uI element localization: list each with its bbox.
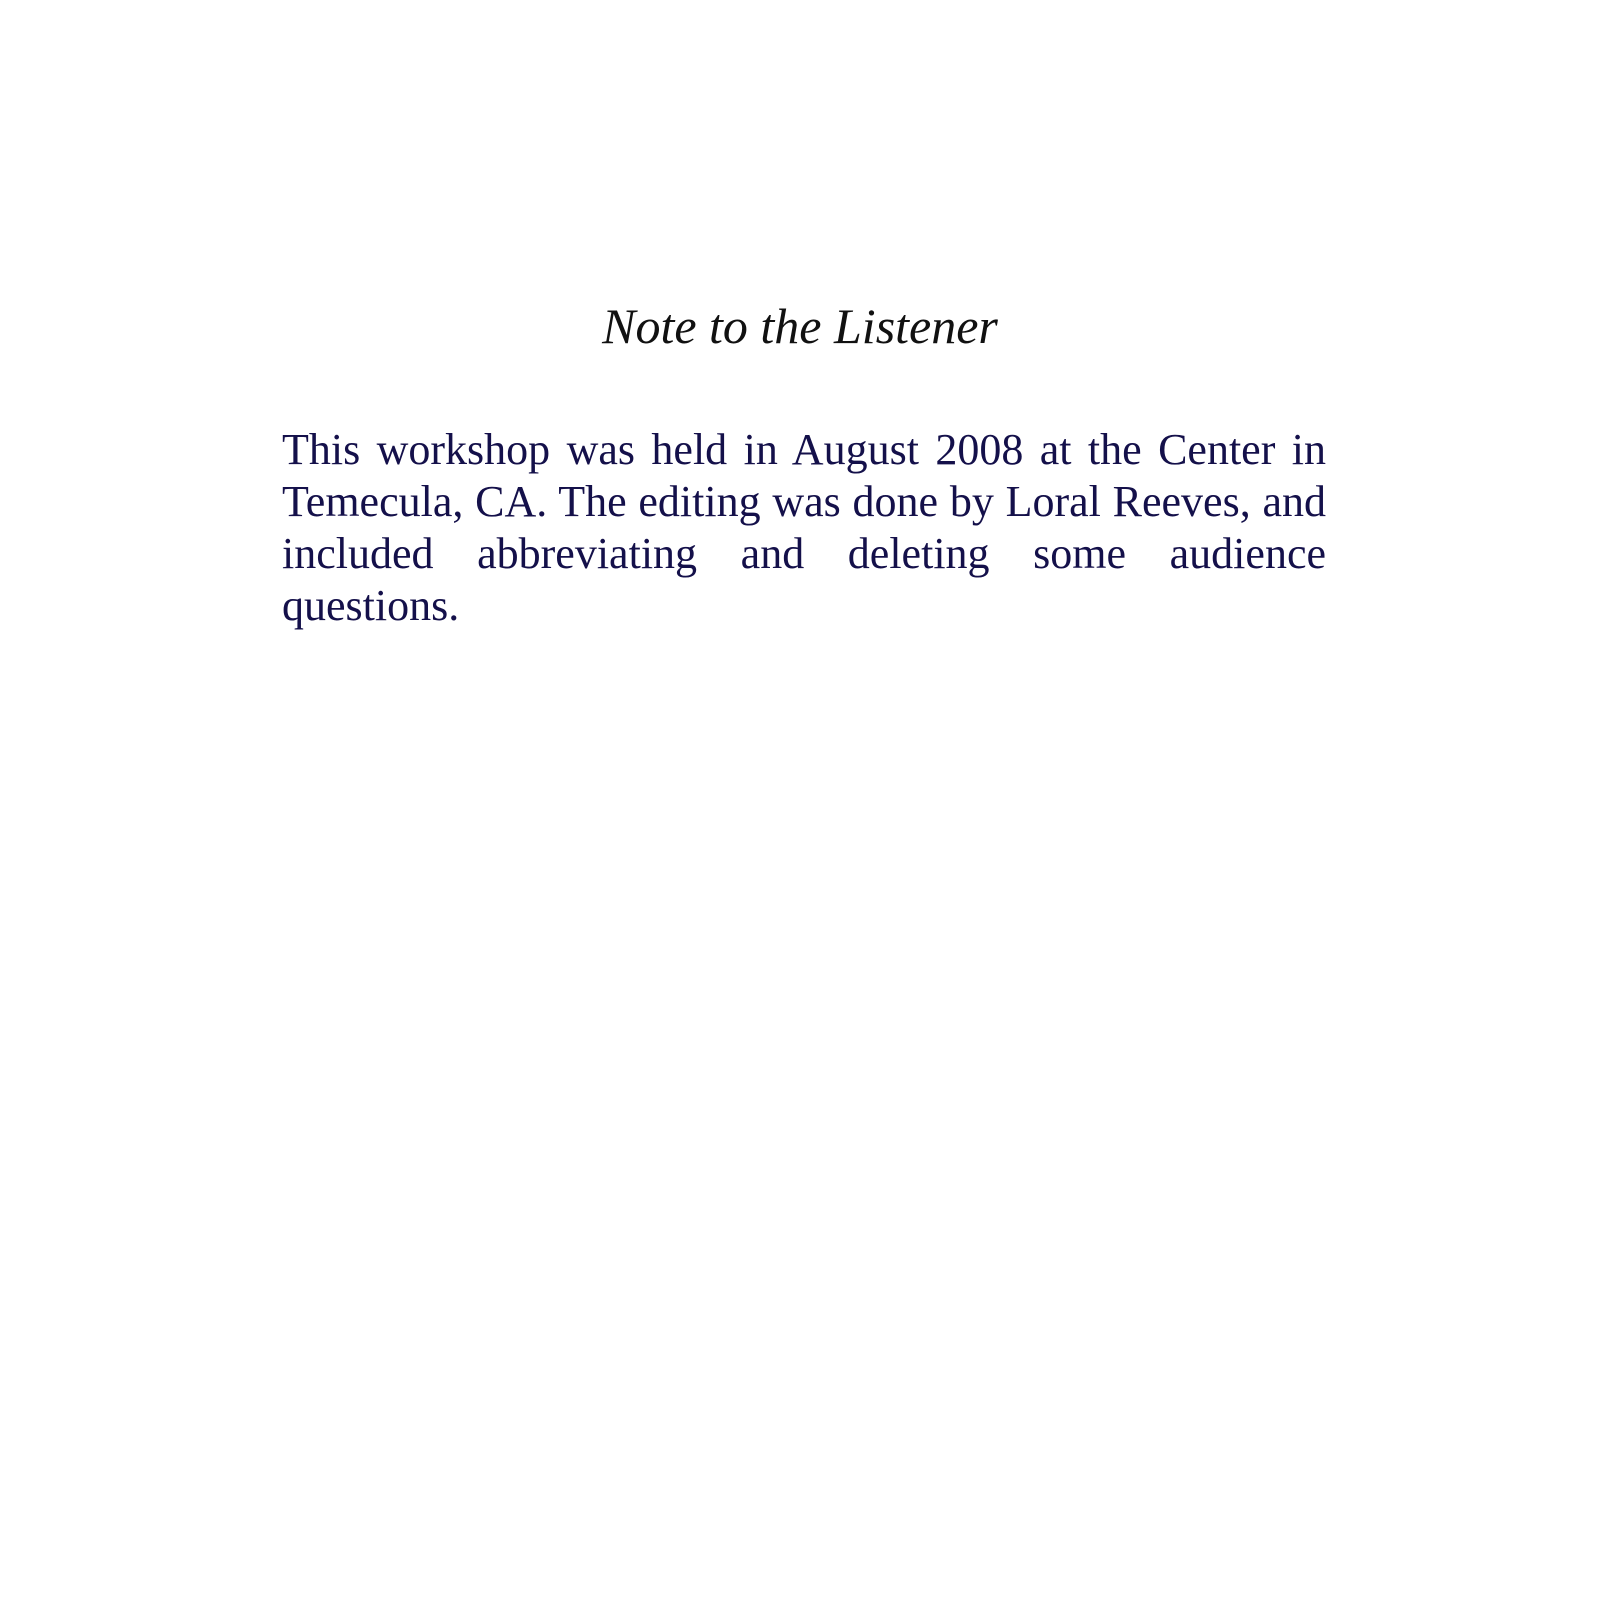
body-paragraph: This workshop was held in August 2008 at the Center in Temecula, CA. The editing was done by Loral Reeves, and included abbreviating and deleting some audience questions.: [282, 425, 1326, 630]
page-title: Note to the Listener: [602, 298, 998, 354]
